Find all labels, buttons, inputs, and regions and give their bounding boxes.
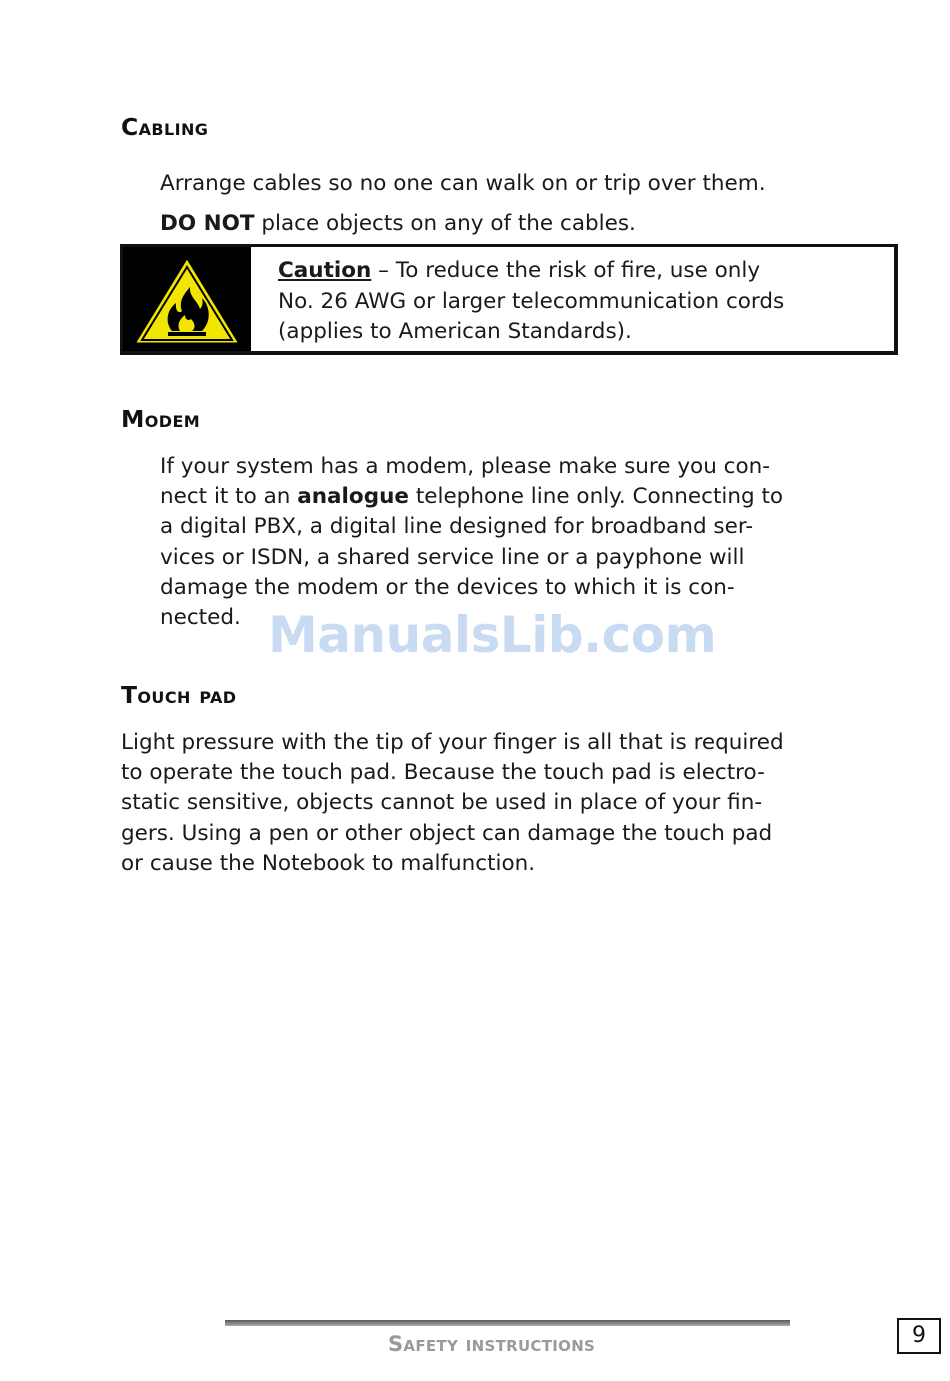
cabling-heading: Cabling <box>121 113 209 141</box>
caution-body: – To reduce the risk of fire, use only No. 26 AWG or larger telecommunication cords (applies to American Standards). <box>278 258 785 344</box>
do-not-emphasis: DO NOT <box>160 211 255 236</box>
modem-text-1: If your system has a modem, please make sure you con- nect it to an <box>160 454 771 510</box>
cabling-paragraph-1: Arrange cables so no one can walk on or trip over them. <box>160 171 766 196</box>
analogue-emphasis: analogue <box>297 484 409 510</box>
touchpad-heading: Touch pad <box>121 681 237 709</box>
modem-heading: Modem <box>121 405 201 433</box>
fire-warning-icon <box>128 251 246 349</box>
touchpad-paragraph: Light pressure with the tip of your finger is all that is required to operate the touch pad. Because the touch pad is electro- static sensitive, objects cannot be used in place of your fin- gers. Using a pen or other object can damage the touch pad or cause the Notebook to malfunction. <box>121 730 784 876</box>
footer-rule <box>225 1320 790 1326</box>
page-number: 9 <box>897 1318 941 1354</box>
watermark: ManualsLib.com <box>268 606 717 664</box>
caution-icon-cell <box>123 247 251 351</box>
caution-box <box>120 244 898 355</box>
cabling-paragraph-2-text: place objects on any of the cables. <box>254 211 636 236</box>
modem-text-2: telephone line only. Connecting to a digital PBX, a digital line designed for broadband ser- vices or ISDN, a shared service line or a payphone will damage the modem or the devices to which it is con- nected. <box>160 484 784 631</box>
footer-title: Safety instructions <box>388 1332 596 1356</box>
caution-text <box>278 256 888 348</box>
cabling-paragraph-2 <box>160 209 900 239</box>
caution-label: Caution <box>278 258 372 283</box>
